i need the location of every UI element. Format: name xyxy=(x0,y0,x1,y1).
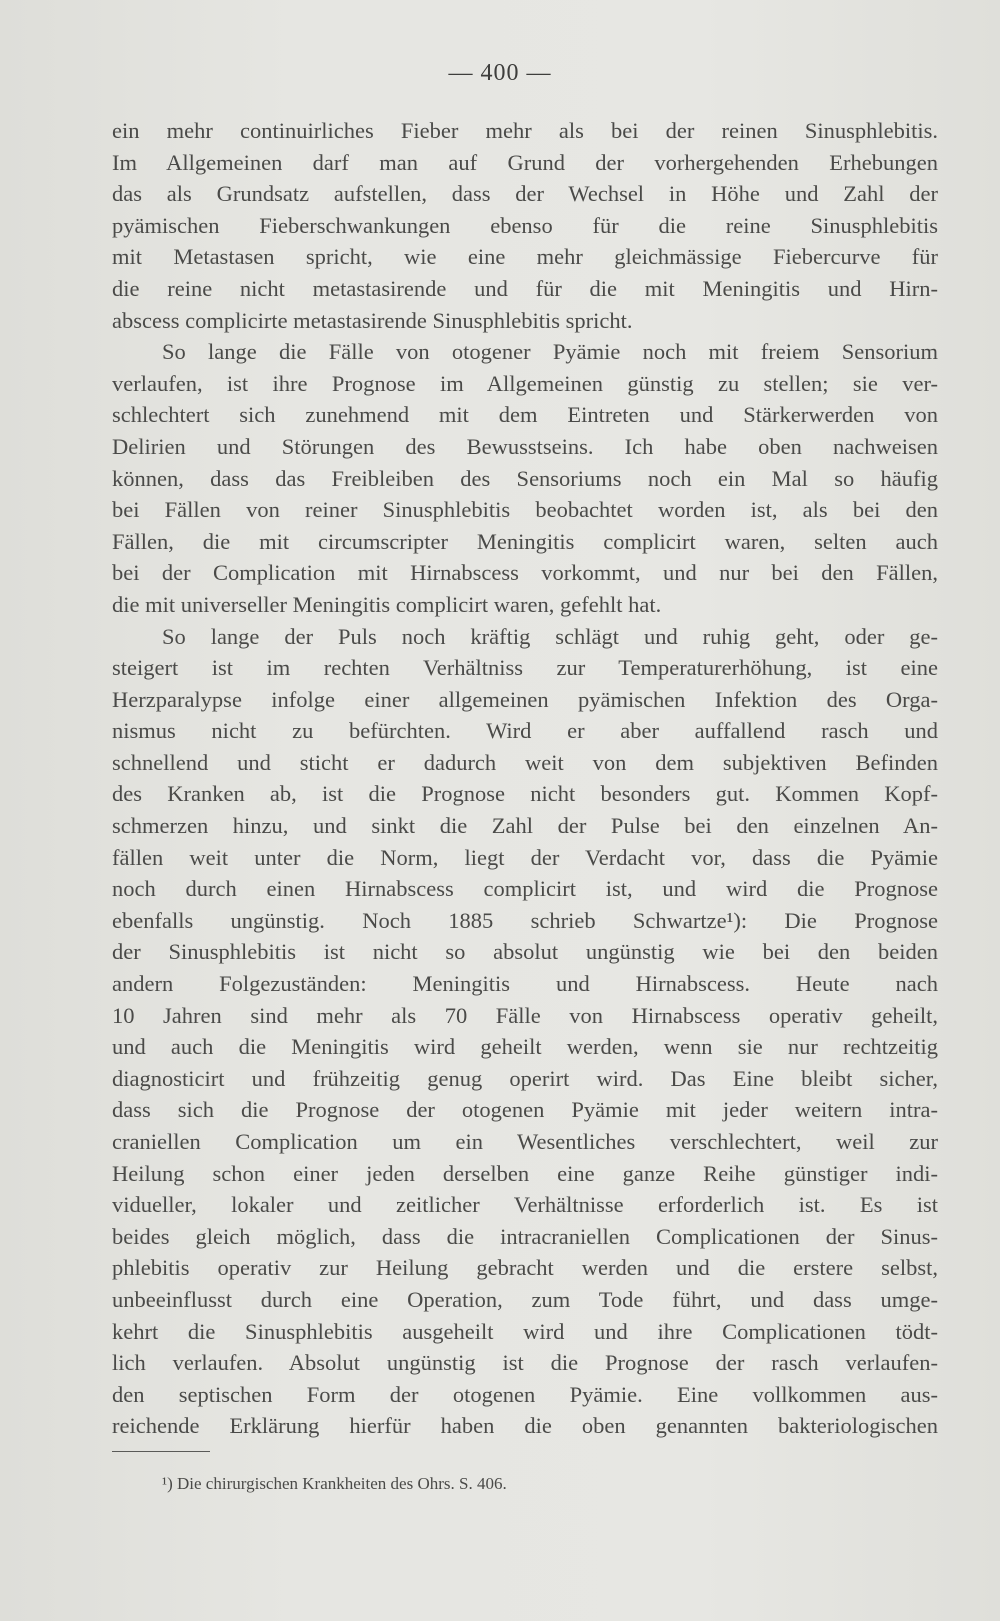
paragraph xyxy=(112,115,938,336)
text-line: phlebitis operativ zur Heilung gebracht werden und die erstere selbst, xyxy=(112,1255,938,1281)
text-line: So lange der Puls noch kräftig schlägt und ruhig geht, oder ge- xyxy=(162,623,938,649)
page-number: — 400 — xyxy=(448,60,552,86)
text-line: vidueller, lokaler und zeitlicher Verhältnisse erforderlich ist. Es ist xyxy=(112,1192,938,1218)
text-line: So lange die Fälle von otogener Pyämie noch mit freiem Sensorium xyxy=(162,339,938,365)
footnote-rule xyxy=(112,1451,210,1452)
text-line: dass sich die Prognose der otogenen Pyämie mit jeder weitern intra- xyxy=(112,1097,938,1123)
text-line: abscess complicirte metastasirende Sinusphlebitis spricht. xyxy=(112,307,633,333)
text-line: fällen weit unter die Norm, liegt der Verdacht vor, dass die Pyämie xyxy=(112,844,938,870)
text-line: ein mehr continuirliches Fieber mehr als bei der reinen Sinusphlebitis. xyxy=(112,118,938,143)
footnote-text: Die chirurgischen Krankheiten des Ohrs. S. 406. xyxy=(177,1474,507,1493)
text-line: pyämischen Fieberschwankungen ebenso für die reine Sinusphlebitis xyxy=(112,212,938,238)
text-line: schnellend und sticht er dadurch weit von dem subjektiven Befinden xyxy=(112,749,938,775)
paragraph xyxy=(112,621,938,1442)
text-line: die mit universeller Meningitis complicirt waren, gefehlt hat. xyxy=(112,591,662,617)
text-line: schlechtert sich zunehmend mit dem Eintreten und Stärkerwerden von xyxy=(112,402,938,428)
text-line: noch durch einen Hirnabscess complicirt ist, und wird die Prognose xyxy=(112,876,938,902)
text-line: unbeeinflusst durch eine Operation, zum Tode führt, und dass umge- xyxy=(112,1286,938,1312)
text-line: Herzparalypse infolge einer allgemeinen pyämischen Infektion des Orga- xyxy=(112,686,938,712)
text-line: können, dass das Freibleiben des Sensoriums noch ein Mal so häufig xyxy=(112,465,938,491)
text-line: andern Folgezuständen: Meningitis und Hirnabscess. Heute nach xyxy=(112,971,938,997)
text-line: der Sinusphlebitis ist nicht so absolut ungünstig wie bei den beiden xyxy=(112,939,938,965)
footnote xyxy=(162,1474,507,1494)
text-line: Heilung schon einer jeden derselben eine ganze Reihe günstiger indi- xyxy=(112,1160,938,1186)
paragraph xyxy=(112,336,938,620)
text-line: craniellen Complication um ein Wesentliches verschlechtert, weil zur xyxy=(112,1129,938,1154)
text-line: reichende Erklärung hierfür haben die oben genannten bakteriologischen xyxy=(112,1413,938,1439)
body-text xyxy=(112,115,938,1442)
text-line: kehrt die Sinusphlebitis ausgeheilt wird und ihre Complicationen tödt- xyxy=(112,1318,938,1344)
text-line: beides gleich möglich, dass die intracraniellen Complicationen der Sinus- xyxy=(112,1223,938,1249)
footnote-marker: ¹) xyxy=(162,1474,173,1493)
text-line: lich verlaufen. Absolut ungünstig ist die Prognose der rasch verlaufen- xyxy=(112,1350,938,1376)
text-line: und auch die Meningitis wird geheilt werden, wenn sie nur rechtzeitig xyxy=(112,1034,938,1060)
text-line: nismus nicht zu befürchten. Wird er aber auffallend rasch und xyxy=(112,718,938,744)
text-line: die reine nicht metastasirende und für die mit Meningitis und Hirn- xyxy=(112,275,938,301)
text-line: Fällen, die mit circumscripter Meningitis complicirt waren, selten auch xyxy=(112,528,938,554)
text-line: mit Metastasen spricht, wie eine mehr gleichmässige Fiebercurve für xyxy=(112,244,938,270)
text-line: verlaufen, ist ihre Prognose im Allgemeinen günstig zu stellen; sie ver- xyxy=(112,370,938,396)
text-line: Delirien und Störungen des Bewusstseins. Ich habe oben nachweisen xyxy=(112,433,938,459)
text-line: bei Fällen von reiner Sinusphlebitis beobachtet worden ist, als bei den xyxy=(112,497,938,523)
text-line: steigert ist im rechten Verhältniss zur Temperaturerhöhung, ist eine xyxy=(112,655,938,681)
text-line: ebenfalls ungünstig. Noch 1885 schrieb Schwartze¹): Die Prognose xyxy=(112,907,938,933)
text-line: 10 Jahren sind mehr als 70 Fälle von Hirnabscess operativ geheilt, xyxy=(112,1002,938,1028)
text-line: schmerzen hinzu, und sinkt die Zahl der Pulse bei den einzelnen An- xyxy=(112,813,938,839)
text-line: den septischen Form der otogenen Pyämie. Eine vollkommen aus- xyxy=(112,1381,938,1407)
text-line: bei der Complication mit Hirnabscess vorkommt, und nur bei den Fällen, xyxy=(112,560,938,586)
text-line: des Kranken ab, ist die Prognose nicht besonders gut. Kommen Kopf- xyxy=(112,781,938,807)
text-line: diagnosticirt und frühzeitig genug operirt wird. Das Eine bleibt sicher, xyxy=(112,1065,938,1091)
text-line: Im Allgemeinen darf man auf Grund der vorhergehenden Erhebungen xyxy=(112,149,938,175)
text-line: das als Grundsatz aufstellen, dass der Wechsel in Höhe und Zahl der xyxy=(112,181,938,207)
